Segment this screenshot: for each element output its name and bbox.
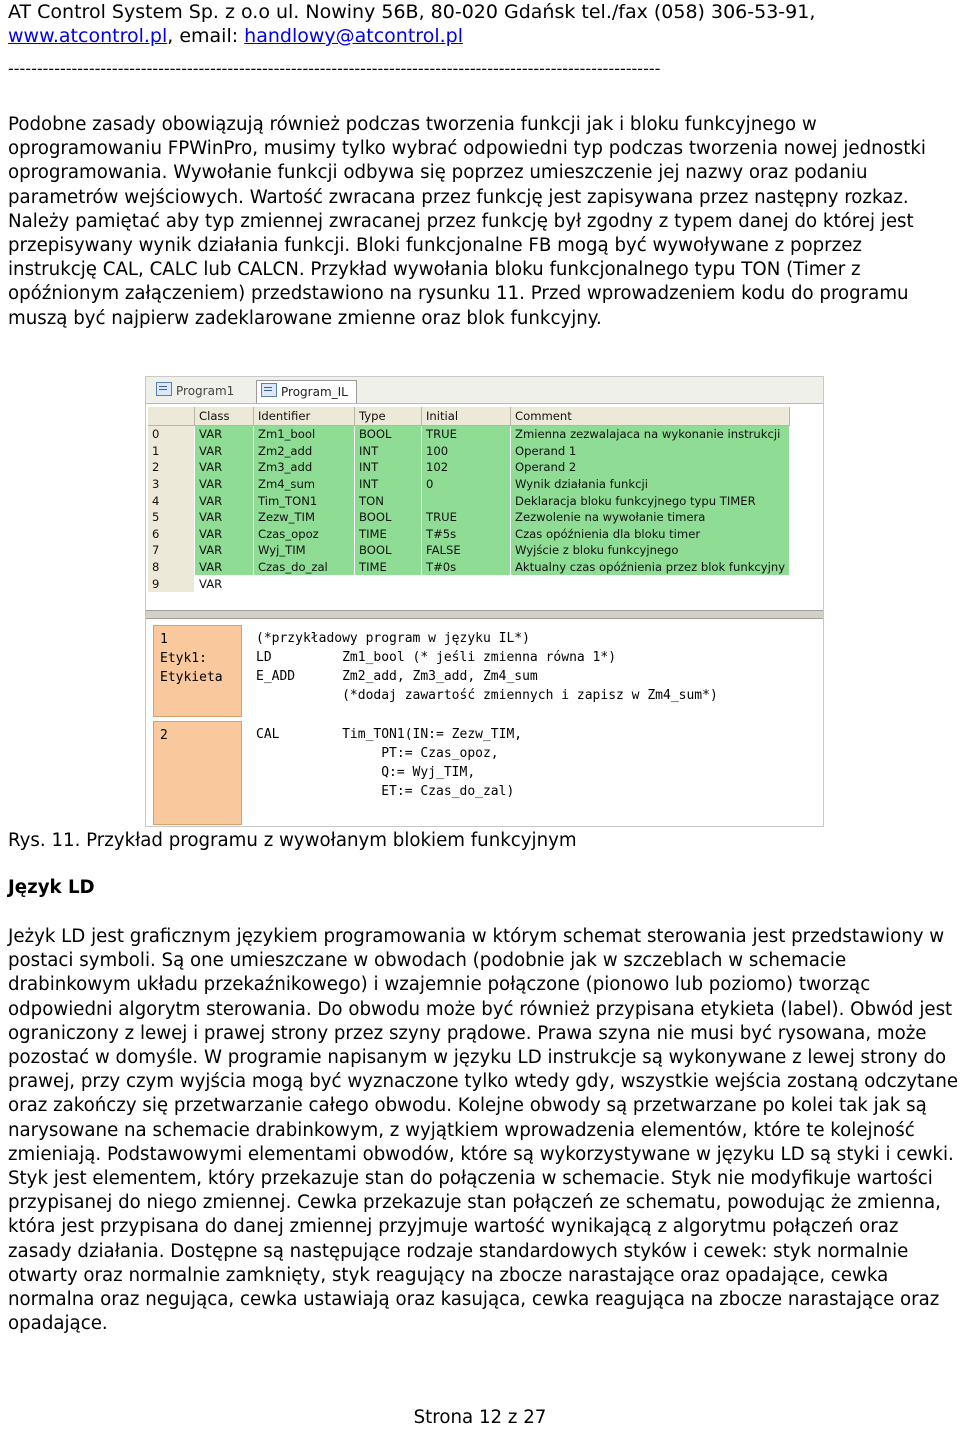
type-cell[interactable]: BOOL [355, 542, 422, 559]
table-row[interactable] [148, 443, 790, 460]
comment-cell[interactable]: Zmienna zezwalajaca na wykonanie instrukcji [511, 426, 790, 443]
variable-declaration-table [148, 407, 823, 592]
type-cell[interactable]: TON [355, 492, 422, 509]
editor-splitter[interactable] [146, 610, 823, 619]
identifier-cell[interactable]: Zm4_sum [254, 476, 355, 493]
table-header-row [148, 407, 790, 426]
comment-cell[interactable]: Wyjście z bloku funkcyjnego [511, 542, 790, 559]
row-index[interactable]: 7 [148, 542, 195, 559]
initial-cell[interactable]: TRUE [422, 509, 511, 526]
table-row[interactable] [148, 559, 790, 576]
table-row[interactable] [148, 426, 790, 443]
header-separator: ----------------------------------------------------------------------------------------------------------------- [8, 59, 661, 78]
figure-caption: Rys. 11. Przykład programu z wywołanym blokiem funkcyjnym [8, 830, 577, 851]
intro-paragraph: Podobne zasady obowiązują również podczas tworzenia funkcji jak i bloku funkcyjnego w oprogramowaniu FPWinPro, musimy tylko wybrać odpowiedni typ podczas tworzenia nowej jednostki oprogramowania. Wywołanie funkcji odbywa się poprzez umieszczenie jej nazwy oraz podaniu parametrów wejściowych. Wartość zwracana przez funkcję jest zapisywana przez następny rozkaz. Należy pamiętać aby typ zmiennej zwracanej przez funkcję był zgodny z typem danej do której jest przepisywany wynik działania funkcji. Bloki funkcjonalne FB mogą być wywoływane z poprzez instrukcję CAL, CALC lub CALCN. Przykład wywołania bloku funkcjonalnego typu TON (Timer z opóźnionym załączeniem) przedstawiono na rysunku 11. Przed wprowadzeniem kodu do programu muszą być najpierw zadeklarowane zmienne oraz blok funkcyjny. [8, 114, 926, 329]
class-cell[interactable]: VAR [195, 526, 254, 543]
ld-paragraph: Jeżyk LD jest graficznym językiem programowania w którym schemat sterowania jest przedstawiony w postaci symboli. Są one umieszczane w obwodach (podobnie jak w szczeblach w schemacie drabinkowym układu przekaźnikowego) i wzajemnie połączone (pionowo lub poziomo) tworząc odpowiedni algorytm sterowania. Do obwodu może być również przypisana etykieta (label). Obwód jest ograniczony z lewej i prawej strony przez szyny prądowe. Prawa szyna nie musi być rysowana, może pozostać w domyśle. W programie napisanym w języku LD instrukcje są wykonywane z lewej strony do prawej, przy czym wyjścia mogą być wyznaczone tylko wtedy gdy, wszystkie wejścia zostaną odczytane oraz zakończy się przetwarzanie całego obwodu. Kolejne obwody są przetwarzane po kolei tak jak są narysowane na schemacie drabinkowym, z wyjątkiem wprowadzenia elementów, które te kolejność zmieniają. Podstawowymi elementami obwodów, które są wykorzystywane w języku LD są styki i cewki. Styk jest elementem, który przekazuje stan do połączenia w schemacie. Styk nie modyfikuje wartości przypisanej do niego zmiennej. Cewka przekazuje stan połączeń ze schematu, powodując że zmienna, która jest przypisana do danej zmiennej przyjmuje wartość wynikającą z algorytmu połączeń oraz zasady działania. Dostępne są następujące rodzaje standardowych styków i cewek: styk normalnie otwarty oraz normalnie zamknięty, styk reagujący na zbocze narastające oraz opadające, cewka normalna oraz negująca, cewka ustawiają oraz kasująca, cewka reagująca na zbocze narastające oraz opadające. [8, 926, 959, 1335]
class-cell[interactable]: VAR [195, 542, 254, 559]
identifier-cell[interactable]: Wyj_TIM [254, 542, 355, 559]
program-icon [156, 382, 172, 396]
table-row[interactable] [148, 575, 790, 592]
contact-line [8, 24, 958, 48]
table-row[interactable] [148, 542, 790, 559]
row-index[interactable]: 0 [148, 426, 195, 443]
initial-cell[interactable]: 100 [422, 443, 511, 460]
column-header-class[interactable]: Class [195, 407, 254, 426]
row-index[interactable]: 8 [148, 559, 195, 576]
identifier-cell[interactable]: Zm3_add [254, 459, 355, 476]
class-cell[interactable]: VAR [195, 559, 254, 576]
comment-cell[interactable]: Operand 1 [511, 443, 790, 460]
identifier-cell[interactable]: Zezw_TIM [254, 509, 355, 526]
class-cell[interactable]: VAR [195, 443, 254, 460]
class-cell[interactable]: VAR [195, 575, 254, 592]
class-cell[interactable]: VAR [195, 476, 254, 493]
type-cell[interactable]: INT [355, 459, 422, 476]
program-icon [261, 383, 277, 397]
column-header-type[interactable]: Type [355, 407, 422, 426]
table-body [148, 426, 790, 592]
column-header-comment[interactable]: Comment [511, 407, 790, 426]
comment-cell[interactable]: Operand 2 [511, 459, 790, 476]
row-index[interactable]: 4 [148, 492, 195, 509]
tab-program1[interactable] [156, 380, 234, 402]
column-header-index [148, 407, 195, 426]
il-code-editor[interactable] [146, 621, 823, 826]
comment-cell[interactable]: Aktualny czas opóźnienia przez blok funkcyjny [511, 559, 790, 576]
initial-cell[interactable] [422, 492, 511, 509]
table-row[interactable] [148, 526, 790, 543]
editor-tabs [146, 377, 823, 404]
fpwinpro-screenshot [145, 376, 824, 827]
class-cell[interactable]: VAR [195, 509, 254, 526]
comment-cell[interactable]: Czas opóźnienia dla bloku timer [511, 526, 790, 543]
table-row[interactable] [148, 492, 790, 509]
row-index[interactable]: 1 [148, 443, 195, 460]
table-row[interactable] [148, 509, 790, 526]
identifier-cell[interactable]: Czas_opoz [254, 526, 355, 543]
class-cell[interactable]: VAR [195, 492, 254, 509]
comment-cell[interactable]: Zezwolenie na wywołanie timera [511, 509, 790, 526]
row-index[interactable]: 5 [148, 509, 195, 526]
identifier-cell[interactable]: Zm2_add [254, 443, 355, 460]
initial-cell[interactable]: T#0s [422, 559, 511, 576]
type-cell[interactable]: TIME [355, 559, 422, 576]
network-2-code[interactable]: CAL Tim_TON1(IN:= Zezw_TIM, PT:= Czas_opoz, Q:= Wyj_TIM, ET:= Czas_do_zal) [256, 727, 523, 799]
table-row[interactable] [148, 476, 790, 493]
identifier-cell[interactable]: Tim_TON1 [254, 492, 355, 509]
type-cell[interactable]: INT [355, 443, 422, 460]
website-link[interactable]: www.atcontrol.pl [8, 25, 168, 47]
row-index[interactable]: 6 [148, 526, 195, 543]
network-1-code[interactable]: (*przykładowy program w języku IL*) LD Zm1_bool (* jeśli zmienna równa 1*) E_ADD Zm2_add, Zm3_add, Zm4_sum (*dodaj zawartość zmiennych i zapisz w Zm4_sum*) [256, 631, 718, 703]
row-index[interactable]: 9 [148, 575, 195, 592]
type-cell[interactable] [355, 575, 422, 592]
identifier-cell[interactable] [254, 575, 355, 592]
network-1-label[interactable]: 1 Etyk1: Etykieta [153, 625, 242, 717]
comment-cell[interactable] [511, 575, 790, 592]
type-cell[interactable]: INT [355, 476, 422, 493]
identifier-cell[interactable]: Czas_do_zal [254, 559, 355, 576]
email-prefix: , email: [167, 25, 245, 47]
type-cell[interactable]: BOOL [355, 509, 422, 526]
tab-label: Program1 [176, 384, 235, 398]
type-cell[interactable]: BOOL [355, 426, 422, 443]
comment-cell[interactable]: Wynik działania funkcji [511, 476, 790, 493]
tab-label: Program_IL [281, 385, 348, 399]
tab-program-il[interactable] [256, 380, 357, 403]
class-cell[interactable]: VAR [195, 426, 254, 443]
row-index[interactable]: 3 [148, 476, 195, 493]
section-heading: Język LD [8, 877, 95, 898]
column-header-initial[interactable]: Initial [422, 407, 511, 426]
identifier-cell[interactable]: Zm1_bool [254, 426, 355, 443]
initial-cell[interactable]: 0 [422, 476, 511, 493]
page-number: Strona 12 z 27 [413, 1407, 547, 1428]
initial-cell[interactable]: TRUE [422, 426, 511, 443]
initial-cell[interactable]: FALSE [422, 542, 511, 559]
network-2-label[interactable]: 2 [153, 721, 242, 825]
class-cell[interactable]: VAR [195, 459, 254, 476]
email-link[interactable]: handlowy@atcontrol.pl [244, 25, 463, 47]
initial-cell[interactable]: 102 [422, 459, 511, 476]
column-header-identifier[interactable]: Identifier [254, 407, 355, 426]
comment-cell[interactable]: Deklaracja bloku funkcyjnego typu TIMER [511, 492, 790, 509]
company-info: AT Control System Sp. z o.o ul. Nowiny 56B, 80-020 Gdańsk tel./fax (058) 306-53-91, [8, 1, 816, 23]
type-cell[interactable]: TIME [355, 526, 422, 543]
page-header [8, 0, 958, 48]
row-index[interactable]: 2 [148, 459, 195, 476]
table-row[interactable] [148, 459, 790, 476]
initial-cell[interactable] [422, 575, 511, 592]
initial-cell[interactable]: T#5s [422, 526, 511, 543]
